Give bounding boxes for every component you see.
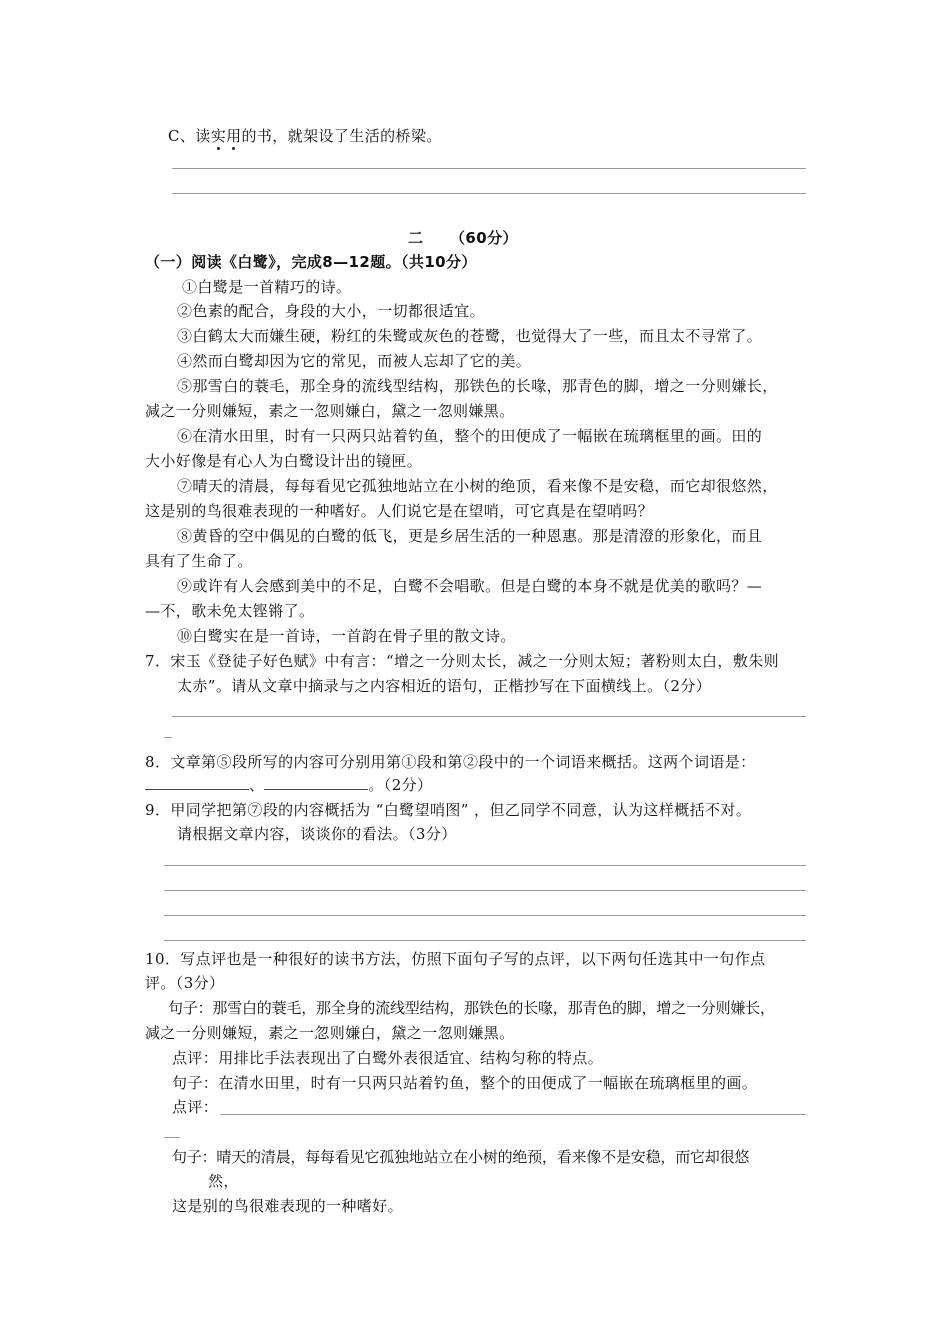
item-c-dotted-word: 实用 — [210, 127, 242, 145]
item-c-suffix: 的书，就架设了生活的桥梁。 — [241, 127, 442, 145]
paragraph-4: ④然而白鹭却因为它的常见，而被人忘却了它的美。 — [177, 352, 532, 370]
paragraph-9-line-1: ⑨或许有人会感到美中的不足，白鹭不会唱歌。但是白鹭的本身不就是优美的歌吗？— — [177, 577, 763, 595]
question-7-line-2: 太赤”。请从文章中摘录与之内容相近的语句，正楷抄写在下面横线上。（2分） — [177, 677, 712, 695]
question-7-line-1: 7．宋玉《登徒子好色赋》中有言：“增之一分则太长，减之一分则太短；著粉则太白，敷朱则 — [145, 652, 780, 670]
question-9-line-1: 9．甲同学把第⑦段的内容概括为 “白鹭望哨图” ，但乙同学不同意，认为这样概括不对。 — [145, 801, 752, 819]
paragraph-6-line-2: 大小好像是有心人为白鹭设计出的镜匣。 — [145, 452, 423, 470]
part-heading: （一）阅读《白鹭》，完成8—12题。（共10分） — [145, 253, 477, 271]
paragraph-8-line-1: ⑧黄昏的空中偶见的白鹭的低飞，更是乡居生活的一种恩惠。那是清澄的形象化，而且 — [177, 527, 763, 545]
sentence-3-line-2: 然， — [208, 1172, 239, 1190]
question-9-line-2: 请根据文章内容，谈谈你的看法。（3分） — [177, 825, 457, 843]
paragraph-1: ①白鹭是一首精巧的诗。 — [182, 278, 352, 296]
answer-line[interactable] — [172, 168, 806, 169]
question-10-line-2: 评。（3分） — [145, 974, 225, 992]
example-sentence-line-1: 句子：那雪白的蓑毛，那全身的流线型结构，那铁色的长喙，那青色的脚，增之一分则嫌长， — [168, 999, 775, 1017]
paragraph-6-line-1: ⑥在清水田里，时有一只两只站着钓鱼，整个的田便成了一幅嵌在琉璃框里的画。田的 — [177, 427, 763, 445]
item-c-emphasis — [211, 127, 242, 145]
paragraph-8-line-2: 具有了生命了。 — [145, 552, 253, 570]
question-10-line-1: 10．写点评也是一种很好的读书方法，仿照下面句子写的点评，以下两句任选其中一句作点 — [145, 950, 766, 968]
item-c-prefix: C、读 — [168, 127, 211, 145]
answer-line[interactable] — [164, 915, 806, 916]
paragraph-2: ②色素的配合，身段的大小，一切都很适宜。 — [177, 302, 486, 320]
sentence-2: 句子：在清水田里，时有一只两只站着钓鱼，整个的田便成了一幅嵌在琉璃框里的画。 — [172, 1074, 758, 1092]
paragraph-10: ⑩白鹭实在是一首诗，一首韵在骨子里的散文诗。 — [177, 627, 516, 645]
answer-blank[interactable] — [145, 775, 249, 790]
section-number: 二 — [408, 229, 424, 247]
answer-line[interactable] — [164, 940, 806, 941]
question-8-answer-row — [145, 775, 432, 795]
section-score: （60分） — [450, 229, 518, 247]
answer-line[interactable] — [164, 865, 806, 866]
emphasis-dot — [232, 147, 235, 150]
paragraph-5-line-1: ⑤那雪白的蓑毛，那全身的流线型结构，那铁色的长喙，那青色的脚，增之一分则嫌长， — [177, 377, 778, 395]
question-8-line-1: 8．文章第⑤段所写的内容可分别用第①段和第②段中的一个词语来概括。这两个词语是： — [145, 753, 756, 771]
comment-2-label: 点评： — [172, 1098, 219, 1116]
paragraph-5-line-2: 减之一分则嫌短，素之一忽则嫌白，黛之一忽则嫌黑。 — [145, 402, 515, 420]
answer-line[interactable] — [164, 890, 806, 891]
example-sentence-line-2: 减之一分则嫌短，素之一忽则嫌白，黛之一忽则嫌黑。 — [145, 1024, 515, 1042]
answer-line-tail — [164, 737, 172, 738]
emphasis-dot — [217, 147, 220, 150]
paragraph-3: ③白鹤太大而嫌生硬，粉红的朱鹭或灰色的苍鹭，也觉得大了一些，而且太不寻常了。 — [177, 327, 763, 345]
item-c — [168, 126, 442, 146]
paragraph-9-line-2: —不，歌未免太铿锵了。 — [145, 602, 315, 620]
answer-line-tail — [164, 1137, 180, 1138]
question-8-points: 。（2分） — [368, 776, 433, 794]
paragraph-7-line-2: 这是别的鸟很难表现的一种嗜好。人们说它是在望哨，可它真是在望哨吗？ — [145, 502, 654, 520]
example-comment: 点评：用排比手法表现出了白鹭外表很适宜、结构匀称的特点。 — [172, 1049, 604, 1067]
sentence-3-line-1: 句子：晴天的清晨，每每看见它孤独地站立在小树的绝预，看来像不是安稳，而它却很悠 — [172, 1148, 750, 1166]
comment-answer-line[interactable] — [220, 1114, 806, 1115]
answer-line[interactable] — [172, 193, 806, 194]
blank-separator: 、 — [249, 776, 265, 794]
answer-blank[interactable] — [264, 775, 368, 790]
answer-line[interactable] — [172, 716, 806, 717]
sentence-3-line-3: 这是别的鸟很难表现的一种嗜好。 — [172, 1197, 404, 1215]
paragraph-7-line-1: ⑦晴天的清晨，每每看见它孤独地站立在小树的绝顶，看来像不是安稳，而它却很悠然， — [177, 477, 778, 495]
